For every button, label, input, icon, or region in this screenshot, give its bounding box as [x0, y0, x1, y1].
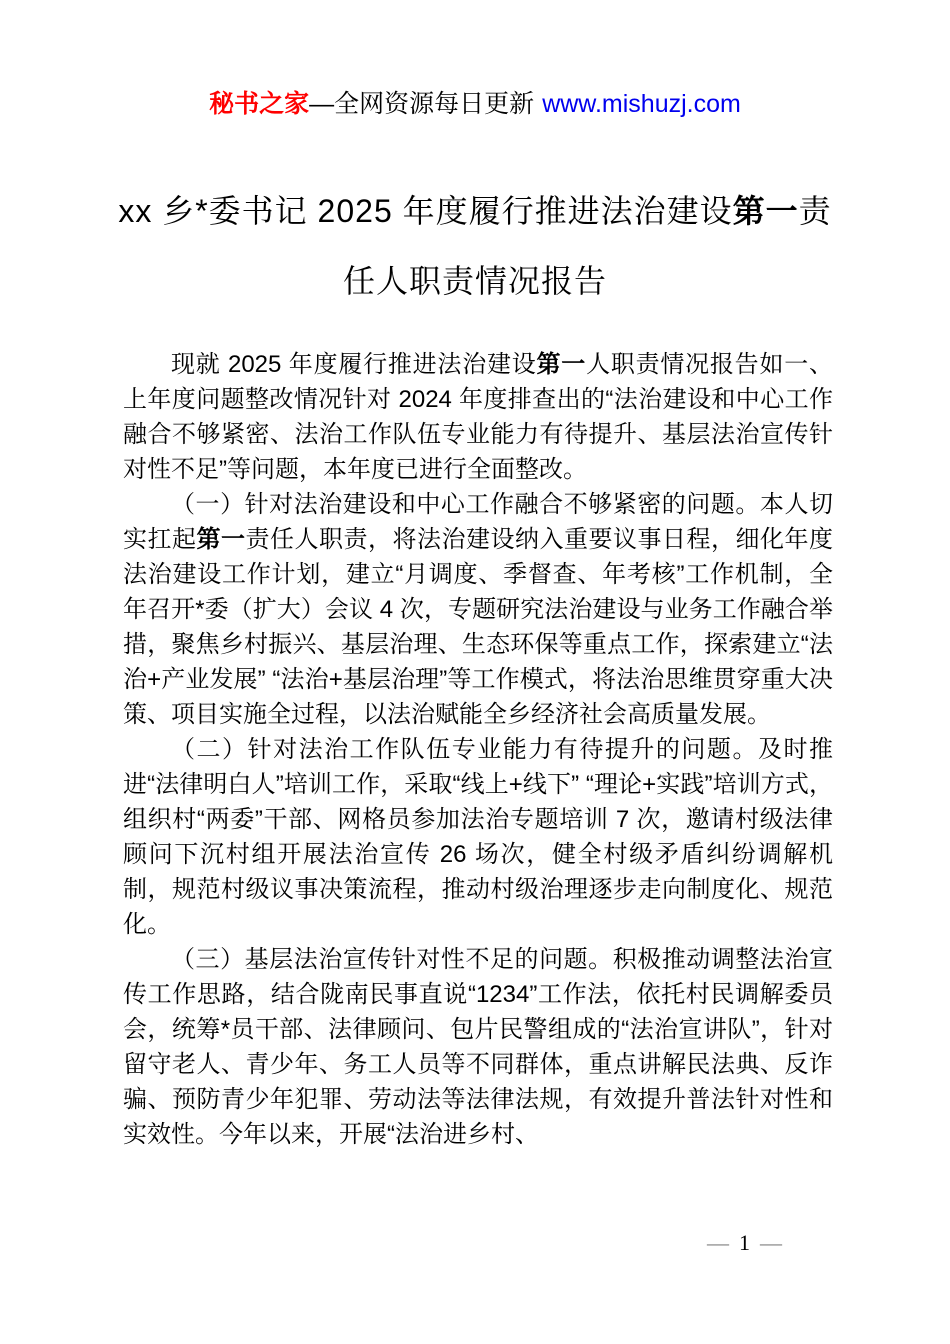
text-segment: xx 乡*委书记 2025 年度履行推进法治建设	[118, 193, 733, 229]
site-url-link[interactable]: www.mishuzj.com	[542, 90, 741, 118]
paragraph-intro	[123, 347, 833, 487]
page-number	[707, 1230, 782, 1256]
text-segment: （三）基层法治宣传针对性不足的问题。积极推动调整法治宣传工作思路，结合陇南民事直说“1234”工作法，依托村民调解委员会，统筹*员干部、法律顾问、包片民警组成的“法治宣讲队”，针对留守老人、青少年、务工人员等不同群体，重点讲解民法典、反诈骗、预防青少年犯罪、劳动法等法律法规，有效提升普法针对性和实效性。今年以来，开展“法治进乡村、	[123, 946, 833, 1148]
text-segment: 现就 2025 年度履行推进法治建设	[171, 351, 537, 378]
text-segment: 责任人职责，将法治建设纳入重要议事日程，细化年度法治建设工作计划，建立“月调度、季督查、年考核”工作机制，全年召开*委（扩大）会议 4 次，专题研究法治建设与业务工作融合举措，聚焦乡村振兴、基层治理、生态环保等重点工作，探索建立“法治+产业发展” “法治+基层治理”等工作模式，将法治思维贯穿重大决策、项目实施全过程，以法治赋能全乡经济社会高质量发展。	[123, 526, 833, 728]
text-segment: 人职责情况报告如一、上年度问题整改情况针对 2024 年度排查出的“法治建设和中心工作融合不够紧密、法治工作队伍专业能力有待提升、基层法治宣传针对性不足”等问题，本年度已进行全面整改。	[123, 351, 833, 483]
paragraph-item-2	[123, 732, 833, 942]
text-segment: （一）针对法治建设和中心工作融合不够紧密的问题。本人切实扛起	[123, 491, 833, 553]
bold-text-segment: 第一	[732, 193, 799, 229]
bold-text-segment: 第一	[536, 351, 587, 378]
site-tagline: —全网资源每日更新	[309, 90, 535, 118]
page-number-dash-right: —	[760, 1230, 782, 1255]
document-body	[123, 347, 833, 1152]
site-header-banner	[0, 84, 950, 120]
document-title	[115, 176, 835, 316]
page-number-dash-left: —	[707, 1230, 729, 1255]
paragraph-item-3	[123, 942, 833, 1152]
site-brand-name: 秘书之家	[209, 90, 310, 118]
page-number-value: 1	[739, 1230, 750, 1255]
paragraph-item-1	[123, 487, 833, 732]
bold-text-segment: 第一	[196, 526, 246, 553]
text-segment: 责任人职责情况报告	[342, 193, 832, 299]
text-segment: （二）针对法治工作队伍专业能力有待提升的问题。及时推进“法律明白人”培训工作，采取“线上+线下” “理论+实践”培训方式，组织村“两委”干部、网格员参加法治专题培训 7 次，邀请村级法律顾问下沉村组开展法治宣传 26 场次，健全村级矛盾纠纷调解机制，规范村级议事决策流程，推动村级治理逐步走向制度化、规范化。	[123, 736, 833, 938]
